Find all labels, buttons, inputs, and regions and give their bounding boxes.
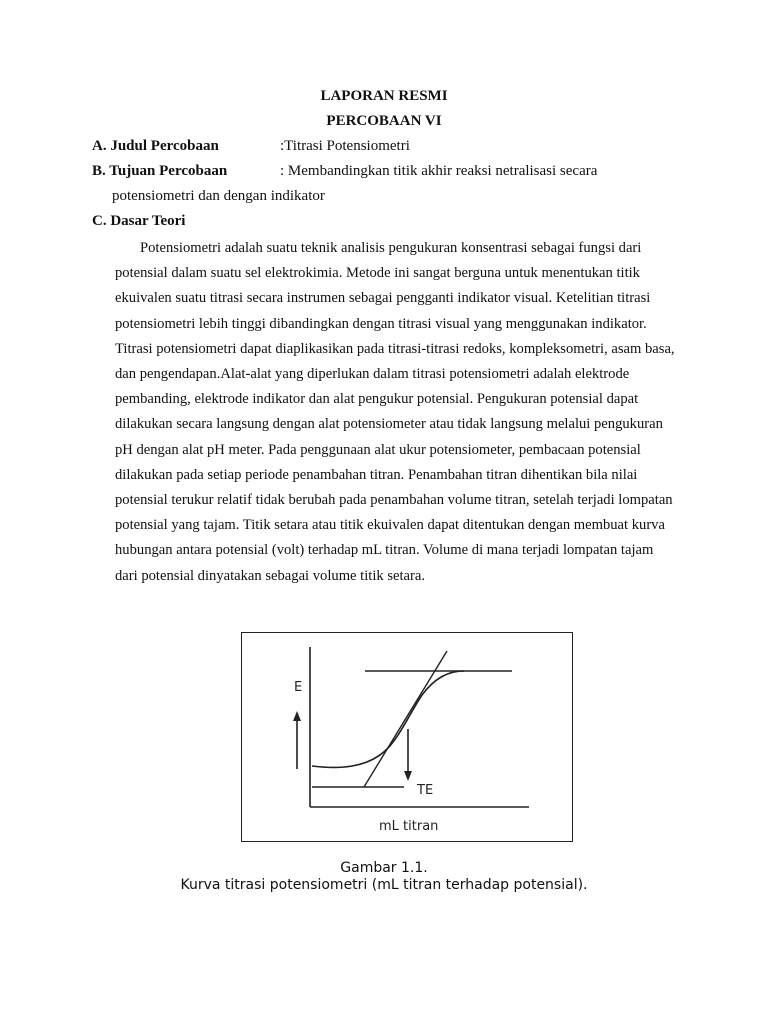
theory-paragraph bbox=[115, 236, 675, 589]
te-arrow-head bbox=[404, 771, 412, 781]
titration-curve-diagram bbox=[242, 633, 574, 843]
figure-caption-title: Gambar 1.1. bbox=[340, 860, 428, 876]
y-axis-label: E bbox=[294, 680, 303, 695]
experiment-number: PERCOBAAN VI bbox=[326, 113, 442, 129]
te-label: TE bbox=[417, 783, 434, 798]
section-b-value: : Membandingkan titik akhir reaksi netralisasi secara bbox=[280, 163, 598, 179]
titration-curve-figure bbox=[241, 632, 573, 842]
figure-caption-text: Kurva titrasi potensiometri (mL titran terhadap potensial). bbox=[180, 877, 588, 893]
theory-text: Potensiometri adalah suatu teknik analisis pengukuran konsentrasi sebagai fungsi dari potensial dalam suatu sel elektrokimia. Metode ini sangat berguna untuk menentukan titik ekuivalen suatu titrasi secara instrumen sebagai pengganti indikator visual. Ketelitian titrasi potensiometri lebih tinggi dibandingkan dengan titrasi visual yang menggunakan indikator. Titrasi potensiometri dapat diaplikasikan pada titrasi-titrasi redoks, kompleksometri, asam basa, dan pengendapan.Alat-alat yang diperlukan dalam titrasi potensiometri adalah elektrode pembanding, elektrode indikator dan alat pengukur potensial. Pengukuran potensial dapat dilakukan secara langsung dengan alat potensiometer atau tidak langsung melalui pengukuran pH dengan alat pH meter. Pada penggunaan alat ukur potensiometer, pembacaan potensial dilakukan pada setiap periode penambahan titran. Penambahan titran dihentikan bila nilai potensial terukur relatif tidak berubah pada penambahan volume titran, setelah terjadi lompatan potensial yang tajam. Titik setara atau titik ekuivalen dapat ditentukan dengan membuat kurva hubungan antara potensial (volt) terhadap mL titran. Volume di mana terjadi lompatan tajam dari potensial dinyatakan sebagai volume titik setara. bbox=[115, 240, 675, 584]
x-axis-label: mL titran bbox=[379, 819, 439, 834]
section-b-continuation: potensiometri dan dengan indikator bbox=[112, 188, 325, 204]
section-c-label: C. Dasar Teori bbox=[92, 213, 186, 229]
section-a-label: A. Judul Percobaan bbox=[92, 138, 219, 154]
titration-curve bbox=[312, 671, 464, 767]
e-arrow-head bbox=[293, 711, 301, 721]
section-b-label: B. Tujuan Percobaan bbox=[92, 163, 228, 179]
section-a-value: :Titrasi Potensiometri bbox=[280, 138, 410, 154]
report-title: LAPORAN RESMI bbox=[320, 88, 448, 104]
